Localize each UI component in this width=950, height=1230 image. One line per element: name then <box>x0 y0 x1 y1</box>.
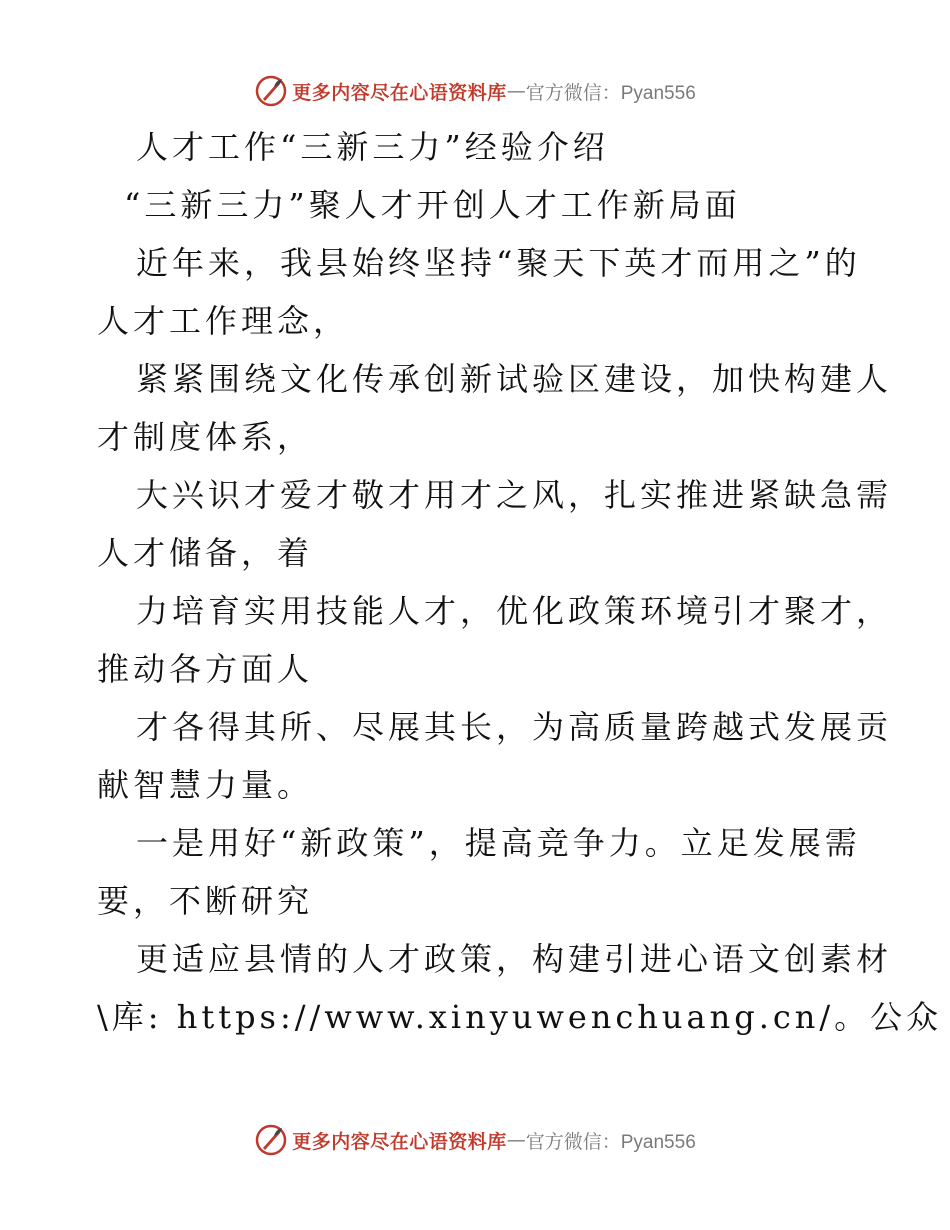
paragraph-line: \库: https://www.xinyuwenchuang.cn/。公众 <box>97 998 943 1036</box>
banner-dash: — <box>506 80 526 102</box>
paragraph-line: 一是用好“新政策”，提高竞争力。立足发展需 <box>136 824 861 862</box>
paragraph-line: 献智慧力量。 <box>97 766 314 804</box>
footer-banner <box>0 1120 950 1160</box>
document-title: 人才工作“三新三力”经验介绍 <box>136 128 609 166</box>
brand-text: 更多内容尽在心语资料库 <box>292 81 507 104</box>
brand-text: 更多内容尽在心语资料库 <box>292 1130 507 1153</box>
paragraph-line: 紧紧围绕文化传承创新试验区建设，加快构建人 <box>136 360 893 398</box>
feather-pen-icon <box>254 74 288 108</box>
header-banner <box>0 71 950 111</box>
paragraph-line: 推动各方面人 <box>97 650 314 688</box>
paragraph-line: 力培育实用技能人才，优化政策环境引才聚才， <box>136 592 893 630</box>
paragraph-line: 才制度体系， <box>97 418 314 456</box>
paragraph-line: 才各得其所、尽展其长，为高质量跨越式发展贡 <box>136 708 893 746</box>
official-wechat-text: 官方微信：Pyan556 <box>525 82 696 104</box>
official-wechat-text: 官方微信：Pyan556 <box>525 1131 696 1153</box>
banner-dash: — <box>506 1129 526 1151</box>
document-body <box>97 118 943 1046</box>
feather-pen-icon <box>254 1123 288 1157</box>
paragraph-line: 人才储备，着 <box>97 534 314 572</box>
document-subtitle: “三新三力”聚人才开创人才工作新局面 <box>124 186 741 224</box>
paragraph-line: 近年来，我县始终坚持“聚天下英才而用之”的 <box>136 244 861 282</box>
paragraph-line: 人才工作理念， <box>97 302 350 340</box>
paragraph-line: 要，不断研究 <box>97 882 314 920</box>
paragraph-line: 更适应县情的人才政策，构建引进心语文创素材 <box>136 940 893 978</box>
paragraph-line: 大兴识才爱才敬才用才之风，扎实推进紧缺急需 <box>136 476 893 514</box>
